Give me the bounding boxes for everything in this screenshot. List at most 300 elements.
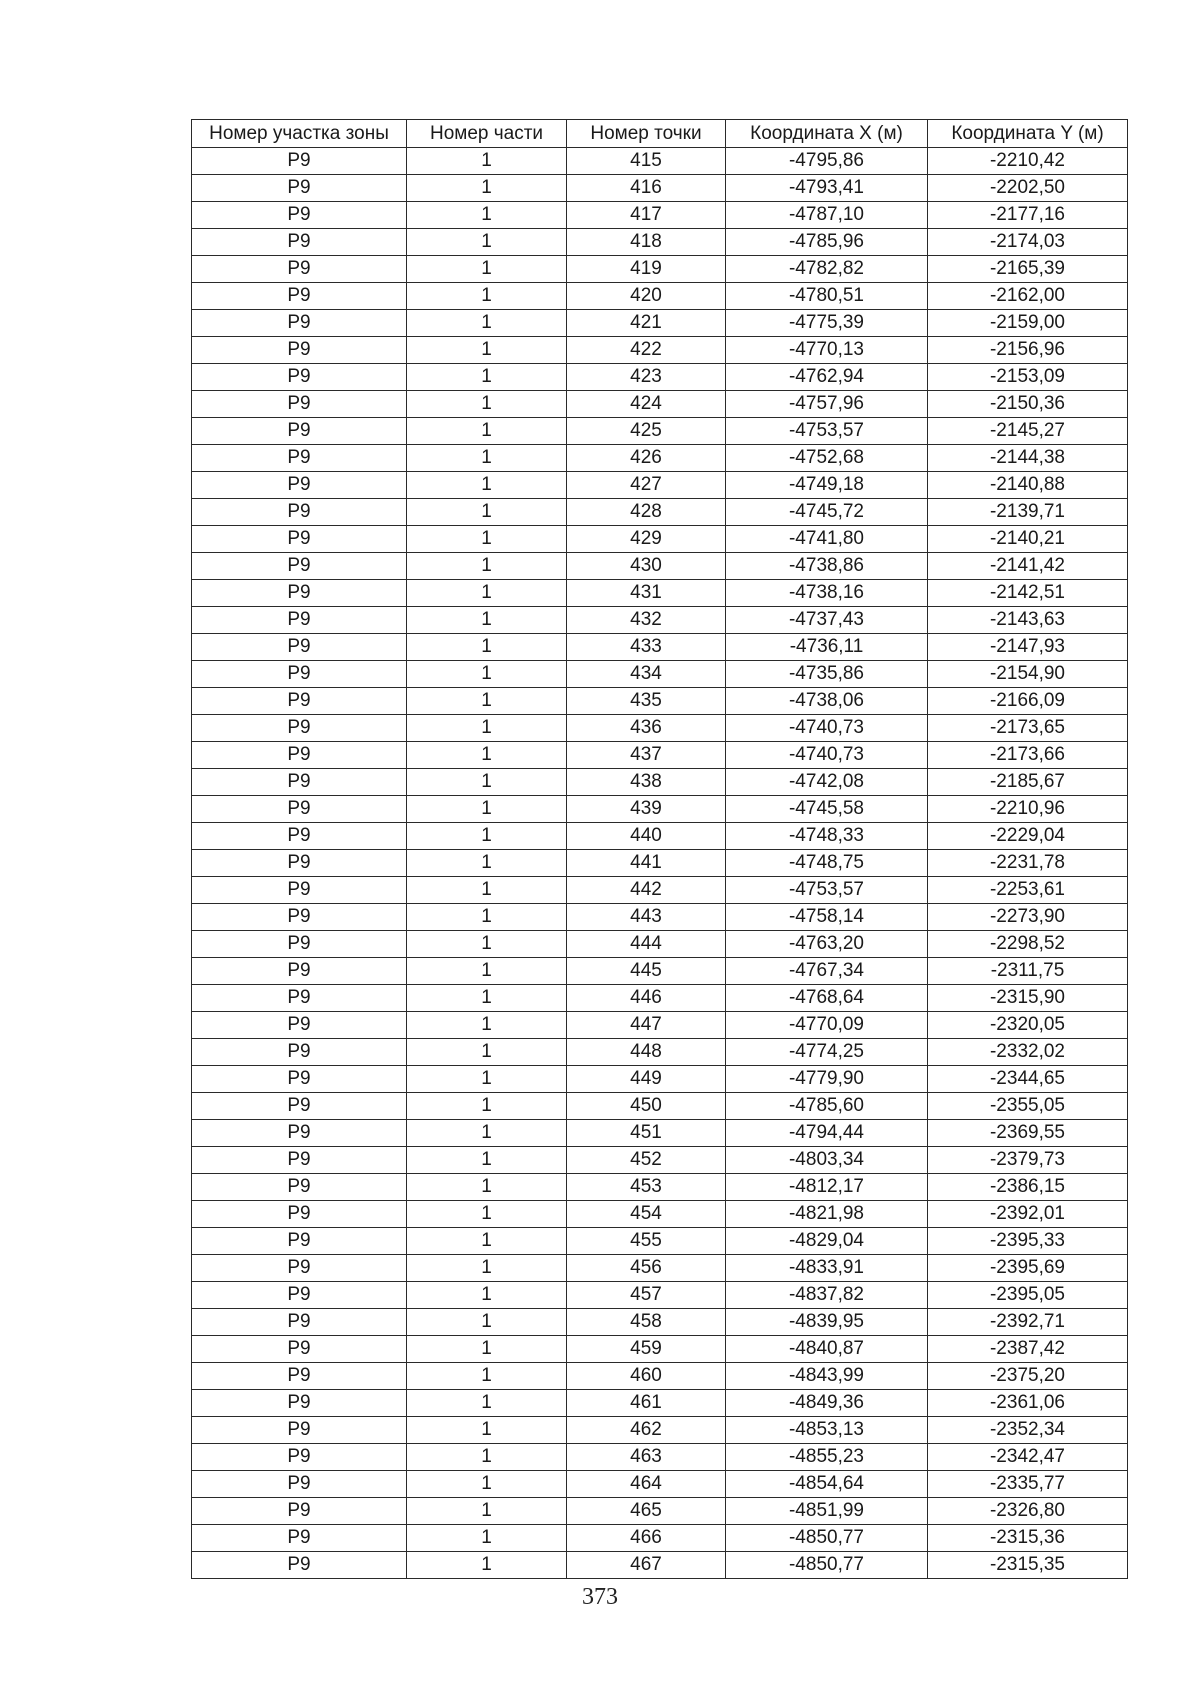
coordinate-x-cell: -4775,39 <box>726 310 928 337</box>
point-number-cell: 436 <box>567 715 726 742</box>
coordinate-y-cell: -2173,66 <box>928 742 1128 769</box>
point-number-cell: 460 <box>567 1363 726 1390</box>
table-row <box>192 661 1128 688</box>
coordinate-x-cell: -4735,86 <box>726 661 928 688</box>
part-number-cell: 1 <box>407 256 567 283</box>
part-number-cell: 1 <box>407 958 567 985</box>
part-number-cell: 1 <box>407 1552 567 1579</box>
coordinate-x-cell: -4782,82 <box>726 256 928 283</box>
part-number-cell: 1 <box>407 283 567 310</box>
point-number-cell: 424 <box>567 391 726 418</box>
table-row <box>192 1444 1128 1471</box>
coordinate-y-cell: -2139,71 <box>928 499 1128 526</box>
coordinate-y-cell: -2156,96 <box>928 337 1128 364</box>
part-number-cell: 1 <box>407 310 567 337</box>
coordinate-x-cell: -4840,87 <box>726 1336 928 1363</box>
table-row <box>192 580 1128 607</box>
point-number-cell: 441 <box>567 850 726 877</box>
zone-section-cell: Р9 <box>192 1228 407 1255</box>
coordinate-x-cell: -4795,86 <box>726 148 928 175</box>
zone-section-cell: Р9 <box>192 742 407 769</box>
zone-section-cell: Р9 <box>192 256 407 283</box>
zone-section-cell: Р9 <box>192 1120 407 1147</box>
coordinate-y-cell: -2315,35 <box>928 1552 1128 1579</box>
table-row <box>192 985 1128 1012</box>
point-number-cell: 421 <box>567 310 726 337</box>
table-row <box>192 337 1128 364</box>
point-number-cell: 456 <box>567 1255 726 1282</box>
part-number-cell: 1 <box>407 1417 567 1444</box>
zone-section-cell: Р9 <box>192 1390 407 1417</box>
table-row <box>192 1363 1128 1390</box>
point-number-cell: 464 <box>567 1471 726 1498</box>
coordinate-y-cell: -2144,38 <box>928 445 1128 472</box>
coordinate-x-cell: -4738,06 <box>726 688 928 715</box>
zone-section-cell: Р9 <box>192 202 407 229</box>
coordinate-x-cell: -4855,23 <box>726 1444 928 1471</box>
part-number-cell: 1 <box>407 1120 567 1147</box>
coordinate-y-cell: -2153,09 <box>928 364 1128 391</box>
table-row <box>192 445 1128 472</box>
zone-section-cell: Р9 <box>192 1444 407 1471</box>
table-row <box>192 1498 1128 1525</box>
part-number-cell: 1 <box>407 1444 567 1471</box>
table-body <box>192 148 1128 1579</box>
coordinate-y-cell: -2298,52 <box>928 931 1128 958</box>
part-number-cell: 1 <box>407 1390 567 1417</box>
point-number-cell: 454 <box>567 1201 726 1228</box>
coordinate-y-cell: -2159,00 <box>928 310 1128 337</box>
table-row <box>192 1093 1128 1120</box>
part-number-cell: 1 <box>407 688 567 715</box>
zone-section-cell: Р9 <box>192 445 407 472</box>
point-number-cell: 429 <box>567 526 726 553</box>
coordinate-x-cell: -4780,51 <box>726 283 928 310</box>
point-number-cell: 453 <box>567 1174 726 1201</box>
coordinate-x-cell: -4839,95 <box>726 1309 928 1336</box>
table-row <box>192 202 1128 229</box>
header-coordinate-x: Координата X (м) <box>726 120 928 148</box>
point-number-cell: 446 <box>567 985 726 1012</box>
coordinate-y-cell: -2166,09 <box>928 688 1128 715</box>
coordinate-x-cell: -4763,20 <box>726 931 928 958</box>
coordinate-y-cell: -2210,42 <box>928 148 1128 175</box>
zone-section-cell: Р9 <box>192 985 407 1012</box>
table-header-row <box>192 120 1128 148</box>
zone-section-cell: Р9 <box>192 1417 407 1444</box>
coordinate-x-cell: -4738,86 <box>726 553 928 580</box>
part-number-cell: 1 <box>407 1174 567 1201</box>
table-row <box>192 256 1128 283</box>
coordinate-y-cell: -2332,02 <box>928 1039 1128 1066</box>
header-zone-section: Номер участка зоны <box>192 120 407 148</box>
table-row <box>192 391 1128 418</box>
table-row <box>192 364 1128 391</box>
coordinate-y-cell: -2315,36 <box>928 1525 1128 1552</box>
table-row <box>192 553 1128 580</box>
zone-section-cell: Р9 <box>192 877 407 904</box>
coordinate-x-cell: -4837,82 <box>726 1282 928 1309</box>
zone-section-cell: Р9 <box>192 796 407 823</box>
table-row <box>192 742 1128 769</box>
part-number-cell: 1 <box>407 1336 567 1363</box>
part-number-cell: 1 <box>407 661 567 688</box>
zone-section-cell: Р9 <box>192 769 407 796</box>
part-number-cell: 1 <box>407 391 567 418</box>
coordinate-x-cell: -4749,18 <box>726 472 928 499</box>
coordinate-y-cell: -2173,65 <box>928 715 1128 742</box>
zone-section-cell: Р9 <box>192 418 407 445</box>
point-number-cell: 450 <box>567 1093 726 1120</box>
part-number-cell: 1 <box>407 634 567 661</box>
coordinate-y-cell: -2210,96 <box>928 796 1128 823</box>
point-number-cell: 451 <box>567 1120 726 1147</box>
coordinate-y-cell: -2174,03 <box>928 229 1128 256</box>
zone-section-cell: Р9 <box>192 1147 407 1174</box>
coordinate-y-cell: -2342,47 <box>928 1444 1128 1471</box>
coordinate-y-cell: -2162,00 <box>928 283 1128 310</box>
coordinate-x-cell: -4854,64 <box>726 1471 928 1498</box>
zone-section-cell: Р9 <box>192 715 407 742</box>
coordinate-y-cell: -2150,36 <box>928 391 1128 418</box>
table-row <box>192 823 1128 850</box>
point-number-cell: 462 <box>567 1417 726 1444</box>
part-number-cell: 1 <box>407 202 567 229</box>
point-number-cell: 420 <box>567 283 726 310</box>
part-number-cell: 1 <box>407 742 567 769</box>
coordinate-y-cell: -2229,04 <box>928 823 1128 850</box>
part-number-cell: 1 <box>407 1363 567 1390</box>
zone-section-cell: Р9 <box>192 229 407 256</box>
zone-section-cell: Р9 <box>192 283 407 310</box>
coordinate-y-cell: -2375,20 <box>928 1363 1128 1390</box>
zone-section-cell: Р9 <box>192 904 407 931</box>
point-number-cell: 419 <box>567 256 726 283</box>
table-row <box>192 1471 1128 1498</box>
zone-section-cell: Р9 <box>192 1174 407 1201</box>
zone-section-cell: Р9 <box>192 688 407 715</box>
zone-section-cell: Р9 <box>192 472 407 499</box>
coordinate-x-cell: -4829,04 <box>726 1228 928 1255</box>
part-number-cell: 1 <box>407 1282 567 1309</box>
point-number-cell: 433 <box>567 634 726 661</box>
table-row <box>192 1309 1128 1336</box>
zone-section-cell: Р9 <box>192 1336 407 1363</box>
zone-section-cell: Р9 <box>192 553 407 580</box>
part-number-cell: 1 <box>407 418 567 445</box>
coordinate-x-cell: -4767,34 <box>726 958 928 985</box>
point-number-cell: 442 <box>567 877 726 904</box>
table-row <box>192 1525 1128 1552</box>
coordinate-y-cell: -2154,90 <box>928 661 1128 688</box>
zone-section-cell: Р9 <box>192 850 407 877</box>
table-row <box>192 1012 1128 1039</box>
point-number-cell: 465 <box>567 1498 726 1525</box>
point-number-cell: 443 <box>567 904 726 931</box>
part-number-cell: 1 <box>407 580 567 607</box>
coordinate-y-cell: -2273,90 <box>928 904 1128 931</box>
point-number-cell: 438 <box>567 769 726 796</box>
coordinate-y-cell: -2145,27 <box>928 418 1128 445</box>
coordinate-x-cell: -4812,17 <box>726 1174 928 1201</box>
table-row <box>192 1201 1128 1228</box>
coordinate-x-cell: -4745,58 <box>726 796 928 823</box>
point-number-cell: 435 <box>567 688 726 715</box>
coordinate-x-cell: -4741,80 <box>726 526 928 553</box>
part-number-cell: 1 <box>407 175 567 202</box>
part-number-cell: 1 <box>407 1525 567 1552</box>
coordinate-y-cell: -2311,75 <box>928 958 1128 985</box>
point-number-cell: 425 <box>567 418 726 445</box>
point-number-cell: 427 <box>567 472 726 499</box>
coordinate-x-cell: -4738,16 <box>726 580 928 607</box>
point-number-cell: 466 <box>567 1525 726 1552</box>
table-row <box>192 796 1128 823</box>
zone-section-cell: Р9 <box>192 931 407 958</box>
coordinate-y-cell: -2202,50 <box>928 175 1128 202</box>
coordinate-x-cell: -4745,72 <box>726 499 928 526</box>
coordinate-x-cell: -4762,94 <box>726 364 928 391</box>
part-number-cell: 1 <box>407 1066 567 1093</box>
coordinate-y-cell: -2392,01 <box>928 1201 1128 1228</box>
table-row <box>192 1066 1128 1093</box>
coordinate-y-cell: -2140,88 <box>928 472 1128 499</box>
table-row <box>192 1390 1128 1417</box>
table-row <box>192 931 1128 958</box>
coordinate-x-cell: -4737,43 <box>726 607 928 634</box>
point-number-cell: 431 <box>567 580 726 607</box>
header-coordinate-y: Координата Y (м) <box>928 120 1128 148</box>
coordinate-x-cell: -4821,98 <box>726 1201 928 1228</box>
table-row <box>192 148 1128 175</box>
zone-section-cell: Р9 <box>192 1498 407 1525</box>
table-row <box>192 769 1128 796</box>
coordinate-x-cell: -4774,25 <box>726 1039 928 1066</box>
point-number-cell: 461 <box>567 1390 726 1417</box>
table-row <box>192 283 1128 310</box>
table-row <box>192 1039 1128 1066</box>
part-number-cell: 1 <box>407 1147 567 1174</box>
coordinate-x-cell: -4752,68 <box>726 445 928 472</box>
coordinate-y-cell: -2361,06 <box>928 1390 1128 1417</box>
part-number-cell: 1 <box>407 985 567 1012</box>
table-row <box>192 688 1128 715</box>
table-row <box>192 607 1128 634</box>
header-point-number: Номер точки <box>567 120 726 148</box>
zone-section-cell: Р9 <box>192 661 407 688</box>
zone-section-cell: Р9 <box>192 1552 407 1579</box>
coordinate-y-cell: -2315,90 <box>928 985 1128 1012</box>
coordinate-y-cell: -2142,51 <box>928 580 1128 607</box>
zone-section-cell: Р9 <box>192 1066 407 1093</box>
coordinate-x-cell: -4748,33 <box>726 823 928 850</box>
coordinate-x-cell: -4843,99 <box>726 1363 928 1390</box>
point-number-cell: 467 <box>567 1552 726 1579</box>
coordinate-y-cell: -2143,63 <box>928 607 1128 634</box>
coordinate-x-cell: -4787,10 <box>726 202 928 229</box>
point-number-cell: 463 <box>567 1444 726 1471</box>
table-row <box>192 310 1128 337</box>
coordinate-x-cell: -4768,64 <box>726 985 928 1012</box>
zone-section-cell: Р9 <box>192 391 407 418</box>
part-number-cell: 1 <box>407 472 567 499</box>
point-number-cell: 444 <box>567 931 726 958</box>
coordinate-x-cell: -4740,73 <box>726 742 928 769</box>
table-row <box>192 850 1128 877</box>
point-number-cell: 439 <box>567 796 726 823</box>
part-number-cell: 1 <box>407 1309 567 1336</box>
table-row <box>192 1255 1128 1282</box>
coordinate-x-cell: -4785,96 <box>726 229 928 256</box>
coordinate-x-cell: -4740,73 <box>726 715 928 742</box>
zone-section-cell: Р9 <box>192 337 407 364</box>
part-number-cell: 1 <box>407 877 567 904</box>
coordinate-x-cell: -4770,09 <box>726 1012 928 1039</box>
coordinate-x-cell: -4833,91 <box>726 1255 928 1282</box>
part-number-cell: 1 <box>407 850 567 877</box>
coordinate-y-cell: -2253,61 <box>928 877 1128 904</box>
coordinate-y-cell: -2326,80 <box>928 1498 1128 1525</box>
part-number-cell: 1 <box>407 1498 567 1525</box>
zone-section-cell: Р9 <box>192 580 407 607</box>
part-number-cell: 1 <box>407 931 567 958</box>
point-number-cell: 448 <box>567 1039 726 1066</box>
coordinate-y-cell: -2387,42 <box>928 1336 1128 1363</box>
point-number-cell: 418 <box>567 229 726 256</box>
part-number-cell: 1 <box>407 1039 567 1066</box>
coordinate-y-cell: -2185,67 <box>928 769 1128 796</box>
part-number-cell: 1 <box>407 715 567 742</box>
zone-section-cell: Р9 <box>192 310 407 337</box>
coordinate-y-cell: -2355,05 <box>928 1093 1128 1120</box>
coordinate-y-cell: -2141,42 <box>928 553 1128 580</box>
point-number-cell: 449 <box>567 1066 726 1093</box>
part-number-cell: 1 <box>407 364 567 391</box>
zone-section-cell: Р9 <box>192 1525 407 1552</box>
coordinate-y-cell: -2395,69 <box>928 1255 1128 1282</box>
coordinate-y-cell: -2320,05 <box>928 1012 1128 1039</box>
zone-section-cell: Р9 <box>192 1039 407 1066</box>
table-row <box>192 1147 1128 1174</box>
point-number-cell: 415 <box>567 148 726 175</box>
zone-section-cell: Р9 <box>192 1282 407 1309</box>
part-number-cell: 1 <box>407 769 567 796</box>
header-part-number: Номер части <box>407 120 567 148</box>
coordinate-y-cell: -2231,78 <box>928 850 1128 877</box>
part-number-cell: 1 <box>407 607 567 634</box>
part-number-cell: 1 <box>407 823 567 850</box>
part-number-cell: 1 <box>407 1255 567 1282</box>
coordinate-x-cell: -4770,13 <box>726 337 928 364</box>
coordinate-x-cell: -4757,96 <box>726 391 928 418</box>
zone-section-cell: Р9 <box>192 364 407 391</box>
part-number-cell: 1 <box>407 499 567 526</box>
coordinate-x-cell: -4850,77 <box>726 1552 928 1579</box>
coordinate-x-cell: -4793,41 <box>726 175 928 202</box>
zone-section-cell: Р9 <box>192 175 407 202</box>
coordinate-y-cell: -2165,39 <box>928 256 1128 283</box>
point-number-cell: 434 <box>567 661 726 688</box>
coordinate-x-cell: -4853,13 <box>726 1417 928 1444</box>
part-number-cell: 1 <box>407 553 567 580</box>
coordinate-y-cell: -2147,93 <box>928 634 1128 661</box>
point-number-cell: 445 <box>567 958 726 985</box>
coordinate-y-cell: -2386,15 <box>928 1174 1128 1201</box>
table-row <box>192 1552 1128 1579</box>
zone-section-cell: Р9 <box>192 526 407 553</box>
table-row <box>192 175 1128 202</box>
coordinate-y-cell: -2177,16 <box>928 202 1128 229</box>
part-number-cell: 1 <box>407 337 567 364</box>
point-number-cell: 428 <box>567 499 726 526</box>
coordinates-table <box>191 119 1128 1579</box>
table-row <box>192 1120 1128 1147</box>
coordinate-y-cell: -2140,21 <box>928 526 1128 553</box>
zone-section-cell: Р9 <box>192 823 407 850</box>
zone-section-cell: Р9 <box>192 148 407 175</box>
table-row <box>192 958 1128 985</box>
zone-section-cell: Р9 <box>192 1201 407 1228</box>
point-number-cell: 452 <box>567 1147 726 1174</box>
point-number-cell: 423 <box>567 364 726 391</box>
coordinate-x-cell: -4758,14 <box>726 904 928 931</box>
coordinate-x-cell: -4742,08 <box>726 769 928 796</box>
table-row <box>192 499 1128 526</box>
part-number-cell: 1 <box>407 904 567 931</box>
part-number-cell: 1 <box>407 1471 567 1498</box>
coordinate-x-cell: -4850,77 <box>726 1525 928 1552</box>
table-row <box>192 1174 1128 1201</box>
coordinate-y-cell: -2379,73 <box>928 1147 1128 1174</box>
zone-section-cell: Р9 <box>192 958 407 985</box>
zone-section-cell: Р9 <box>192 1471 407 1498</box>
point-number-cell: 437 <box>567 742 726 769</box>
part-number-cell: 1 <box>407 148 567 175</box>
table-row <box>192 1282 1128 1309</box>
coordinate-x-cell: -4753,57 <box>726 418 928 445</box>
table-row <box>192 229 1128 256</box>
part-number-cell: 1 <box>407 1201 567 1228</box>
part-number-cell: 1 <box>407 445 567 472</box>
point-number-cell: 440 <box>567 823 726 850</box>
coordinate-y-cell: -2352,34 <box>928 1417 1128 1444</box>
zone-section-cell: Р9 <box>192 499 407 526</box>
point-number-cell: 426 <box>567 445 726 472</box>
coordinate-x-cell: -4748,75 <box>726 850 928 877</box>
coordinate-y-cell: -2369,55 <box>928 1120 1128 1147</box>
part-number-cell: 1 <box>407 229 567 256</box>
coordinate-x-cell: -4851,99 <box>726 1498 928 1525</box>
coordinate-y-cell: -2395,33 <box>928 1228 1128 1255</box>
zone-section-cell: Р9 <box>192 1093 407 1120</box>
coordinate-y-cell: -2344,65 <box>928 1066 1128 1093</box>
table-row <box>192 1228 1128 1255</box>
coordinate-x-cell: -4736,11 <box>726 634 928 661</box>
table-row <box>192 715 1128 742</box>
part-number-cell: 1 <box>407 1012 567 1039</box>
coordinate-x-cell: -4779,90 <box>726 1066 928 1093</box>
table-row <box>192 472 1128 499</box>
table-row <box>192 526 1128 553</box>
coordinate-x-cell: -4753,57 <box>726 877 928 904</box>
point-number-cell: 432 <box>567 607 726 634</box>
coordinate-x-cell: -4785,60 <box>726 1093 928 1120</box>
point-number-cell: 430 <box>567 553 726 580</box>
zone-section-cell: Р9 <box>192 1309 407 1336</box>
coordinate-y-cell: -2392,71 <box>928 1309 1128 1336</box>
point-number-cell: 422 <box>567 337 726 364</box>
point-number-cell: 458 <box>567 1309 726 1336</box>
